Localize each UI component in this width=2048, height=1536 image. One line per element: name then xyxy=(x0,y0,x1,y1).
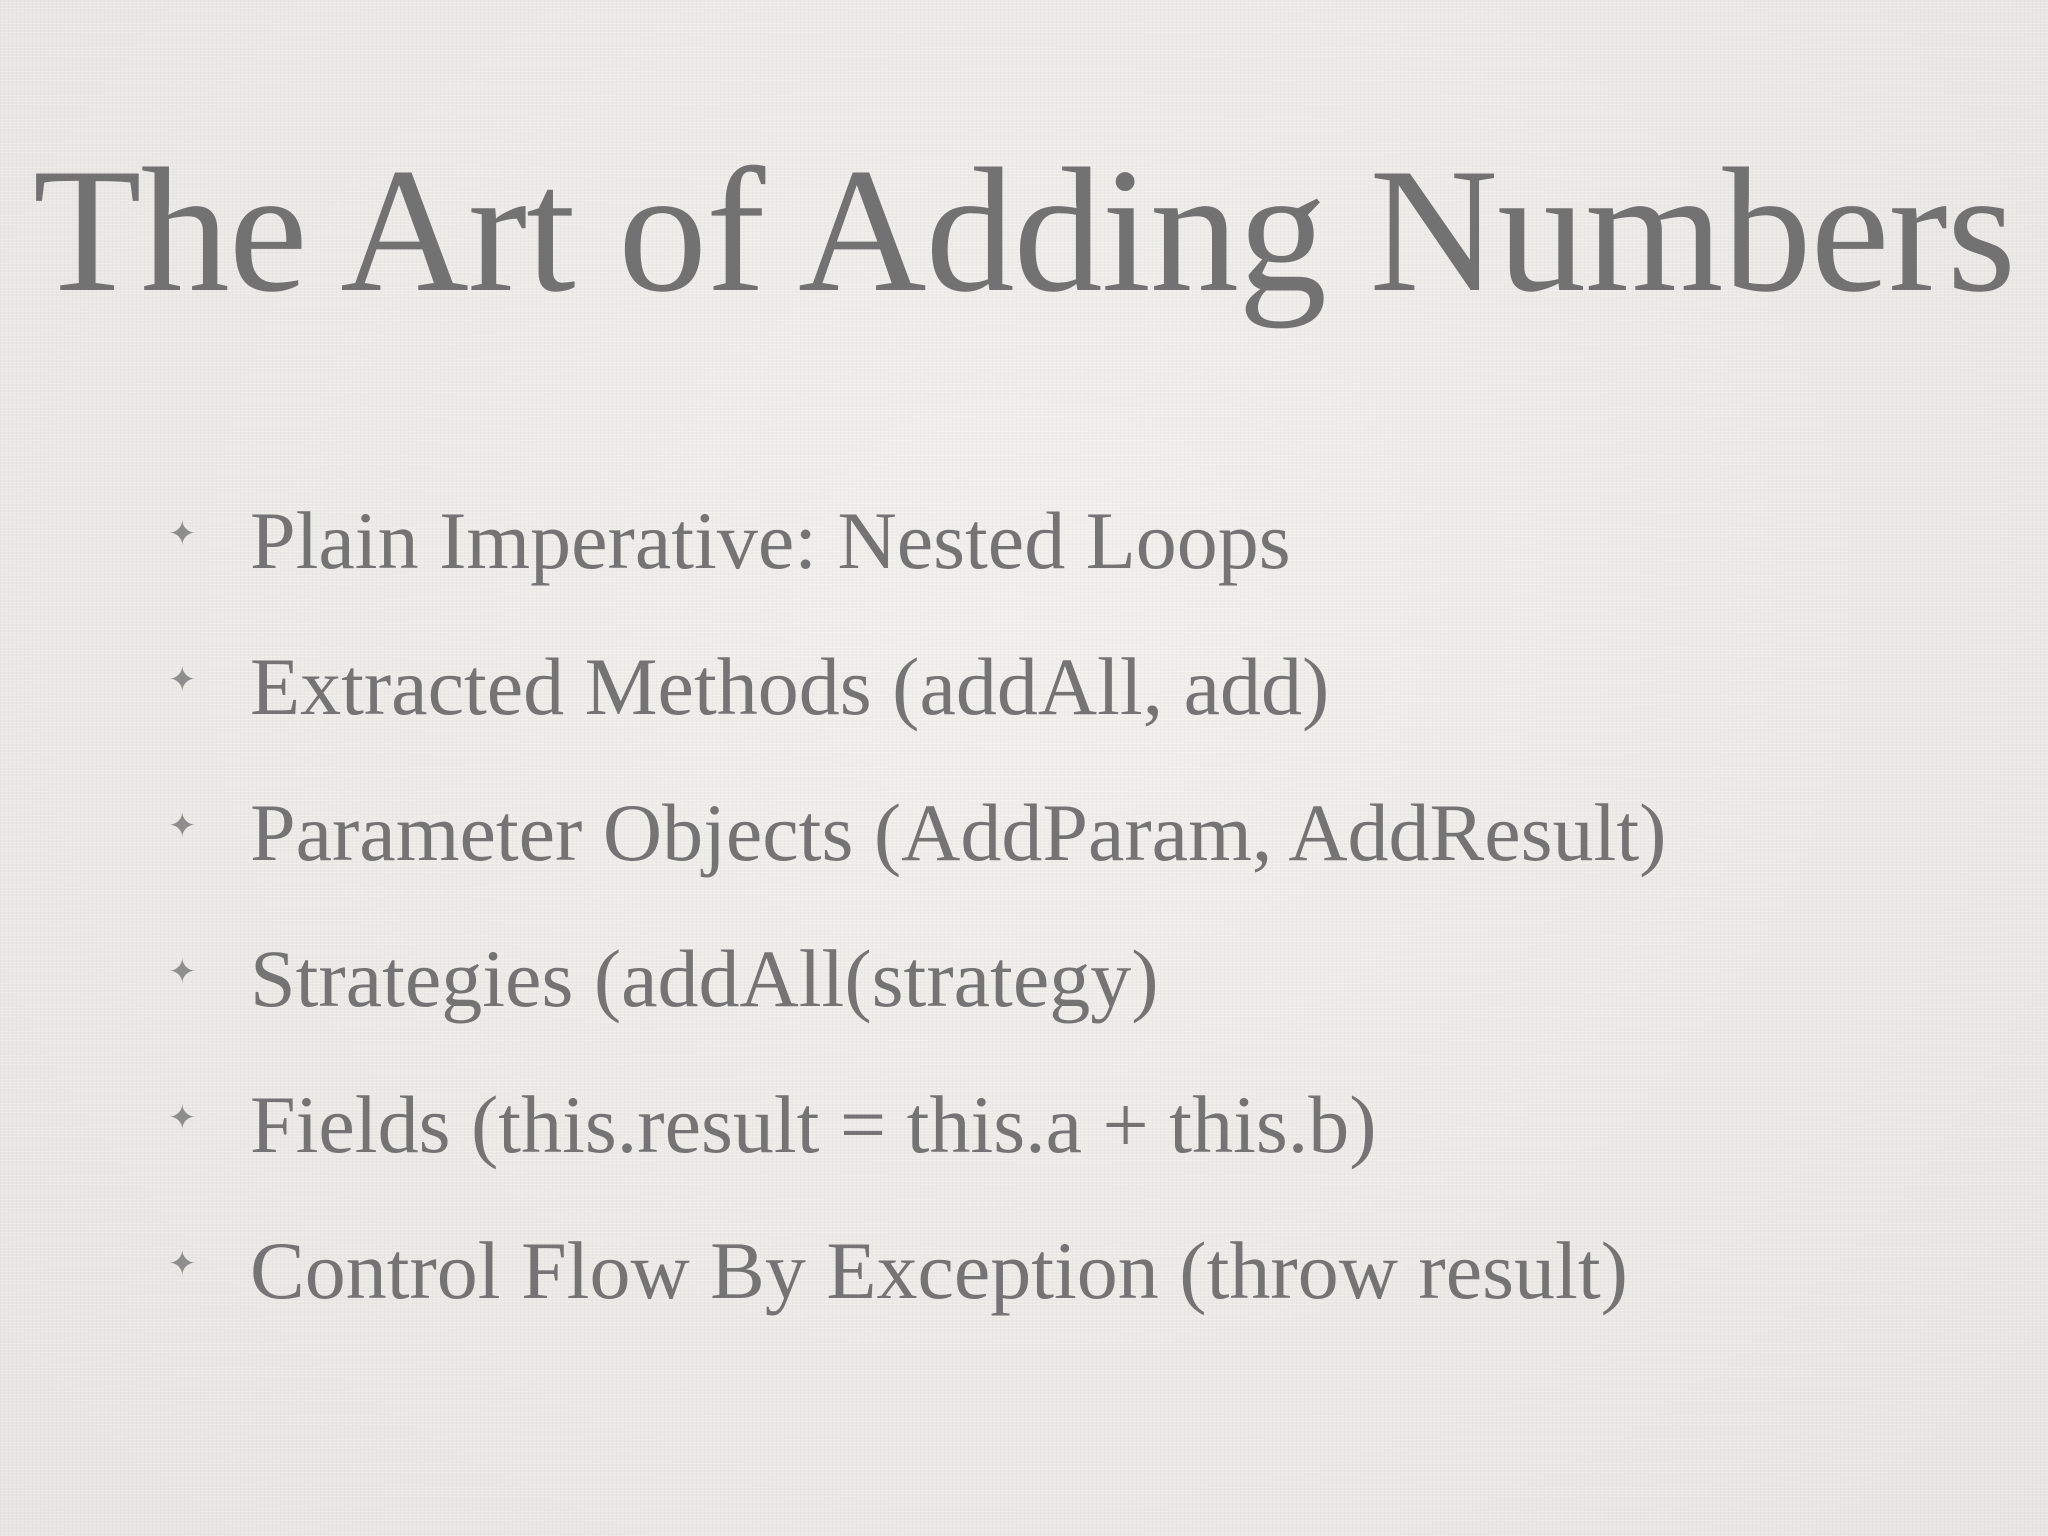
four-point-star-icon: ✦ xyxy=(168,1100,197,1137)
four-point-star-icon: ✦ xyxy=(168,662,197,699)
bullet-item xyxy=(168,760,1968,906)
bullet-item xyxy=(168,468,1968,614)
bullet-text: Parameter Objects (AddParam, AddResult) xyxy=(250,787,1667,878)
four-point-star-icon: ✦ xyxy=(168,954,197,991)
bullet-item xyxy=(168,614,1968,760)
bullet-text: Control Flow By Exception (throw result) xyxy=(250,1225,1628,1316)
bullet-text: Plain Imperative: Nested Loops xyxy=(250,495,1291,586)
bullet-text: Strategies (addAll(strategy) xyxy=(250,933,1159,1024)
four-point-star-icon: ✦ xyxy=(168,1246,197,1283)
bullet-item xyxy=(168,1198,1968,1344)
bullet-text: Fields (this.result = this.a + this.b) xyxy=(250,1079,1377,1170)
bullet-item xyxy=(168,1052,1968,1198)
four-point-star-icon: ✦ xyxy=(168,808,197,845)
four-point-star-icon: ✦ xyxy=(168,516,197,553)
slide-title: The Art of Adding Numbers xyxy=(32,131,2016,329)
bullet-item xyxy=(168,906,1968,1052)
bullet-list xyxy=(168,468,1968,1344)
bullet-text: Extracted Methods (addAll, add) xyxy=(250,641,1330,732)
